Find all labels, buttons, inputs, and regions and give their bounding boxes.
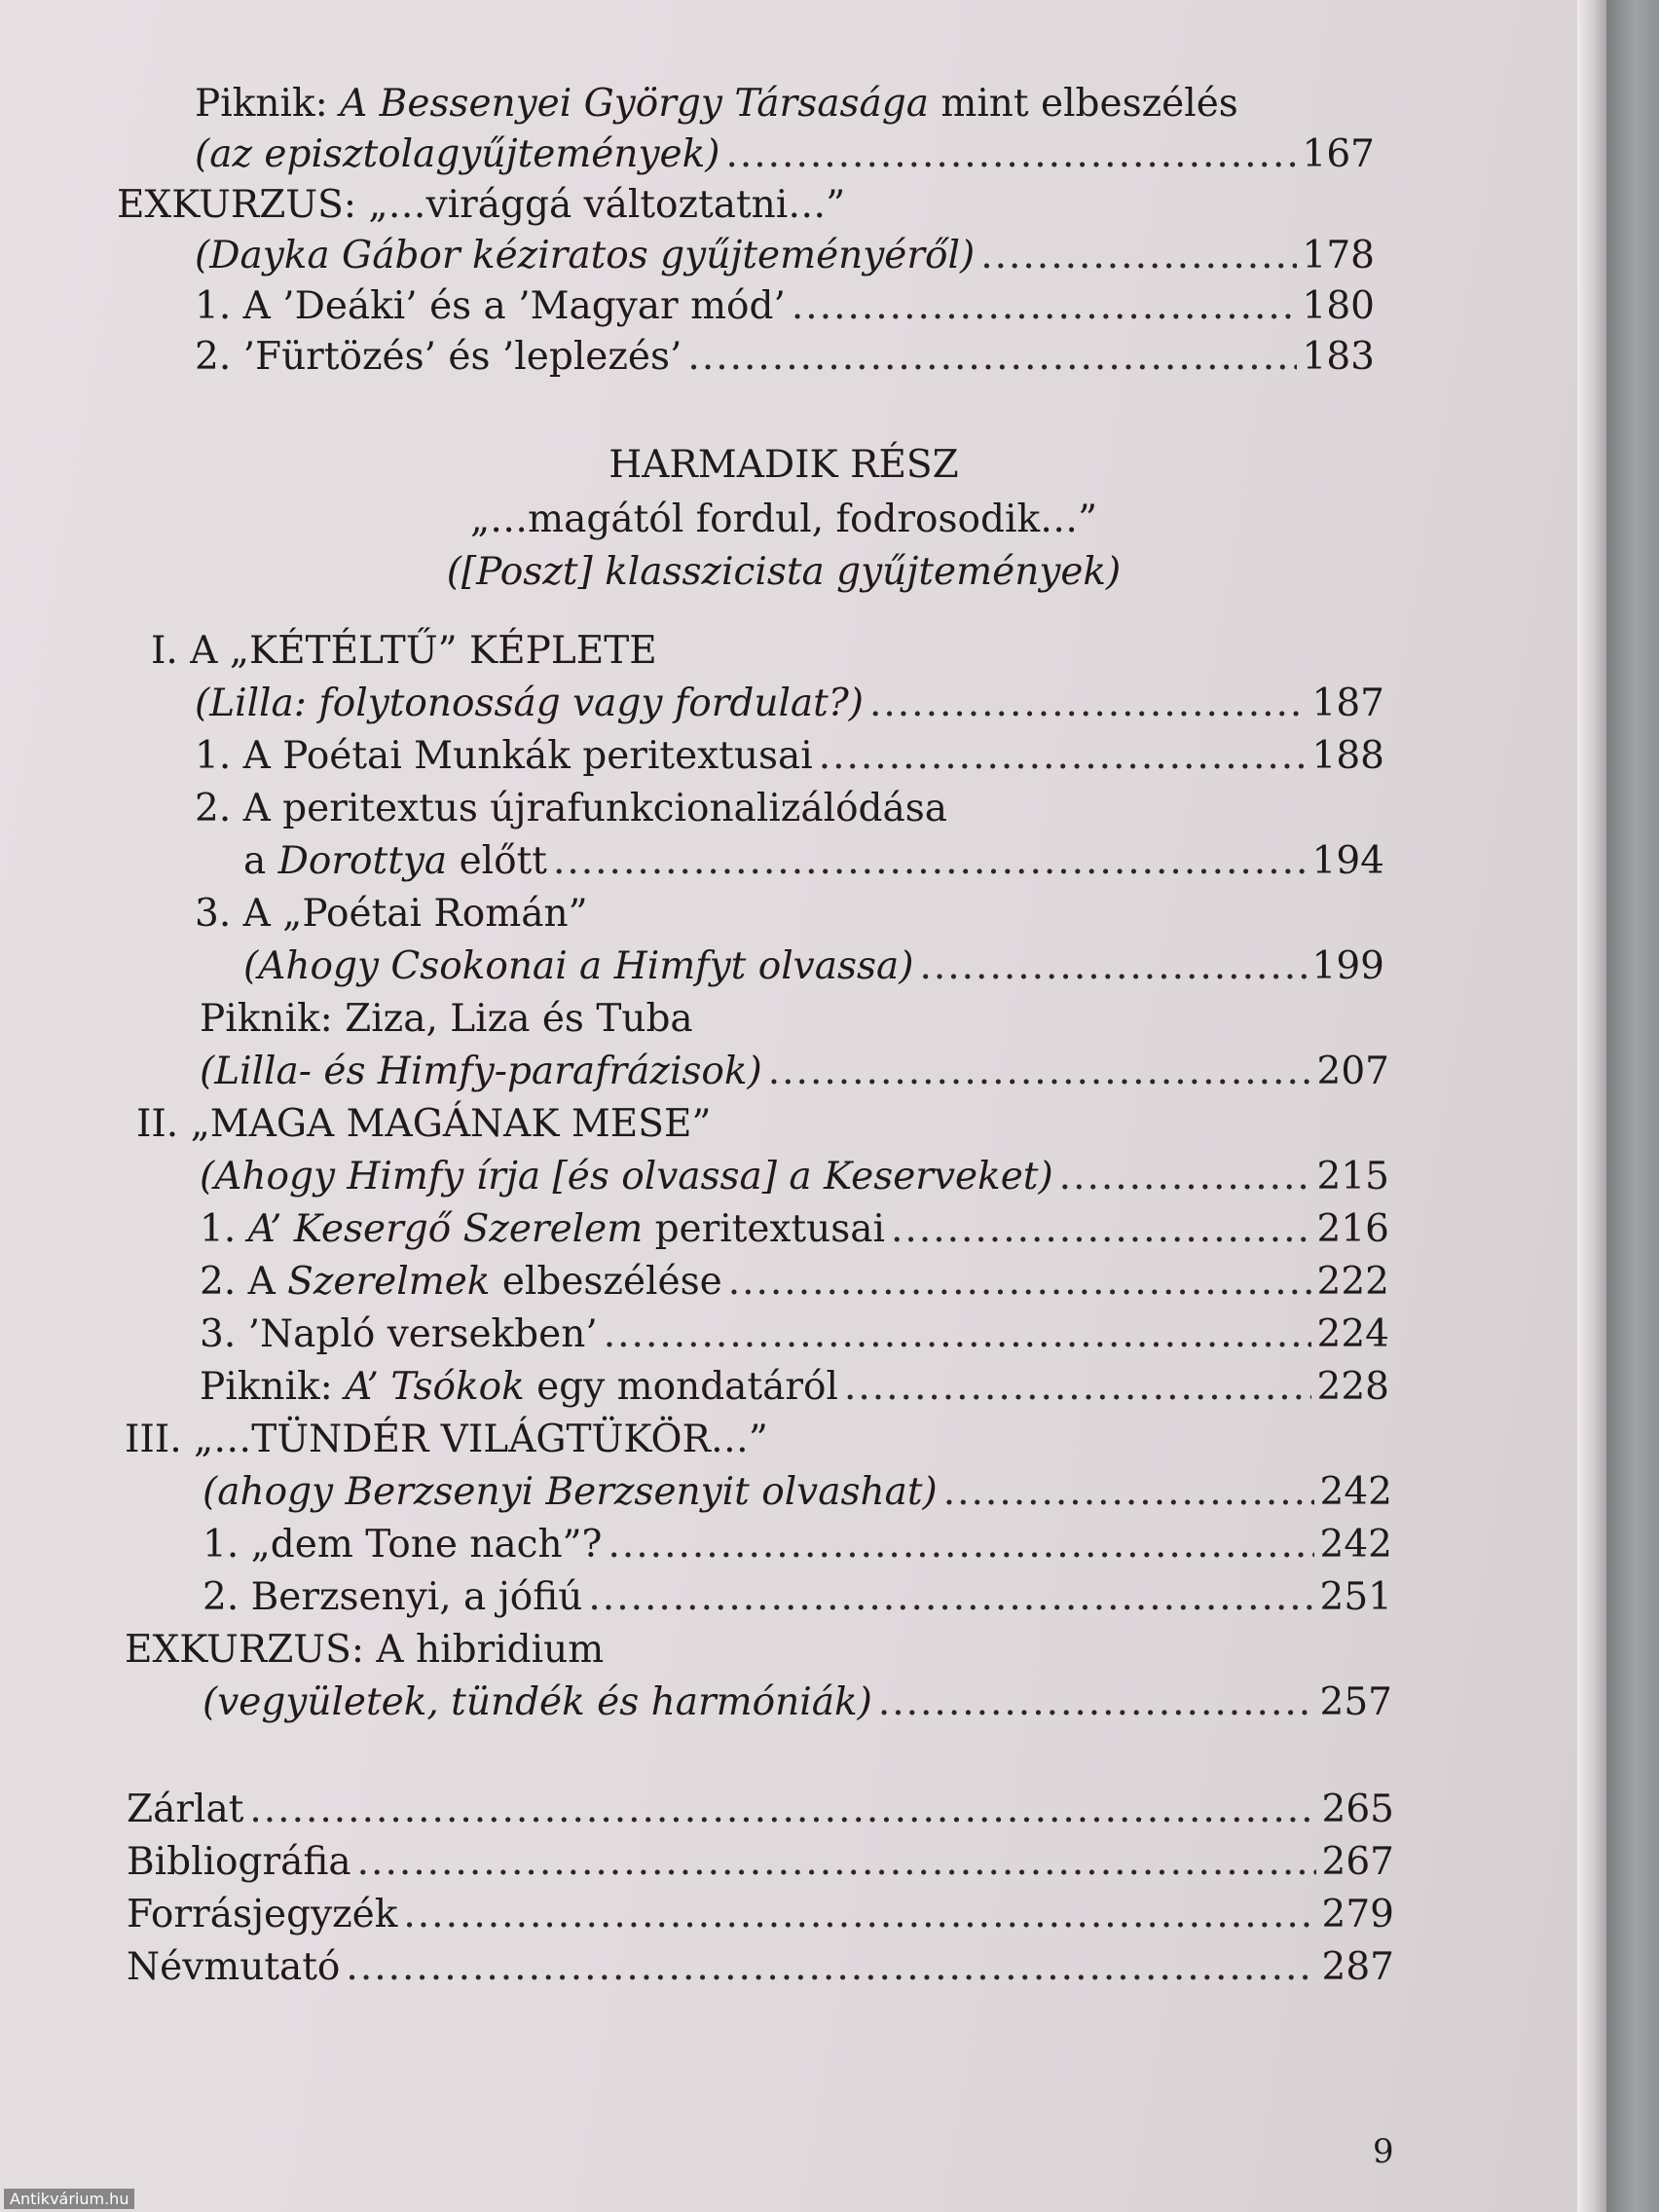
toc-entry-berzsenyit: (ahogy Berzsenyi Berzsenyit olvashat) ..... 242 [203,1468,1392,1517]
toc-entry-poetai-munkak: 1. A Poétai Munkák peritextusai ..... 188 [195,732,1384,781]
toc-entry-bibliografia: Bibliográfia ..... 267 [127,1838,1394,1887]
toc-entry-lilla: (Lilla: folytonosság vagy fordulat?) ..... 187 [195,680,1384,728]
page-edge [1577,0,1606,2212]
toc-entry-peritextus: 2. A peritextus újrafunkcionalizálódása [195,787,948,830]
toc-entry-dem-tone: 1. „dem Tone nach”? ..... 242 [203,1521,1392,1569]
section-subtitle-2: ([Poszt] klasszicista gyűjtemények) [446,550,1122,594]
toc-entry-jofiu: 2. Berzsenyi, a jófiú ..... 251 [203,1573,1392,1622]
toc-entry-episztola: (az episztolagyűjtemények) ..... 167 [195,130,1375,179]
section-title: HARMADIK RÉSZ [608,443,959,487]
toc-entry-naplo: 3. ’Napló versekben’ ..... 224 [200,1310,1389,1359]
toc-entry-piknik-bessenyei: Piknik: A Bessenyei György Társasága mint elbeszélés [195,82,1238,126]
toc-entry-piknik-ziza: Piknik: Ziza, Liza és Tuba [200,997,693,1041]
toc-entry-parafrazisok: (Lilla- és Himfy-parafrázisok) ..... 207 [200,1048,1389,1096]
toc-entry-dorottya: a Dorottya előtt ..... 194 [243,837,1384,886]
toc-entry-tsokok: Piknik: A’ Tsókok egy mondatáról ..... 228 [200,1363,1389,1412]
toc-entry-zarlat: Zárlat ..... 265 [127,1786,1394,1834]
toc-entry-exkurzus-1: EXKURZUS: „…virággá változtatni…” [117,183,846,227]
toc-entry-nevmutato: Névmutató ..... 287 [127,1943,1394,1992]
page-number: 9 [1373,2132,1394,2171]
toc-entry-kesergo: 1. A’ Kesergő Szerelem peritextusai ..... 216 [200,1205,1389,1254]
toc-entry-szerelmek: 2. A Szerelmek elbeszélése ..... 222 [200,1258,1389,1307]
toc-entry-forrasjegyzek: Forrásjegyzék ..... 279 [127,1891,1394,1939]
toc-chapter-3: III. „…TÜNDÉR VILÁGTÜKÖR…” [125,1418,768,1461]
section-subtitle: „…magától fordul, fodrosodik…” [469,498,1098,541]
toc-chapter-1: I. A „KÉTÉLTŰ” KÉPLETE [151,629,657,673]
watermark: Antikvárium.hu [4,2189,134,2209]
toc-entry-furtozes: 2. ’Fürtözés’ és ’leplezés’ ..... 183 [195,333,1375,382]
toc-entry-deaki: 1. A ’Deáki’ és a ’Magyar mód’ ..... 180 [195,282,1375,331]
toc-entry-poetai-roman: 3. A „Poétai Román” [195,892,588,936]
toc-entry-exkurzus-2: EXKURZUS: A hibridium [125,1628,605,1672]
toc-entry-keserveket: (Ahogy Himfy írja [és olvassa] a Keserveket) ..... 215 [200,1153,1389,1201]
toc-entry-vegyuletek: (vegyületek, tündék és harmóniák) ..... 257 [203,1678,1392,1727]
toc-entry-dayka: (Dayka Gábor kéziratos gyűjteményéről) ..... 178 [195,232,1375,280]
toc-chapter-2: II. „MAGA MAGÁNAK MESE” [136,1102,712,1146]
toc-entry-himfyt: (Ahogy Csokonai a Himfyt olvassa) ..... 199 [243,942,1384,991]
